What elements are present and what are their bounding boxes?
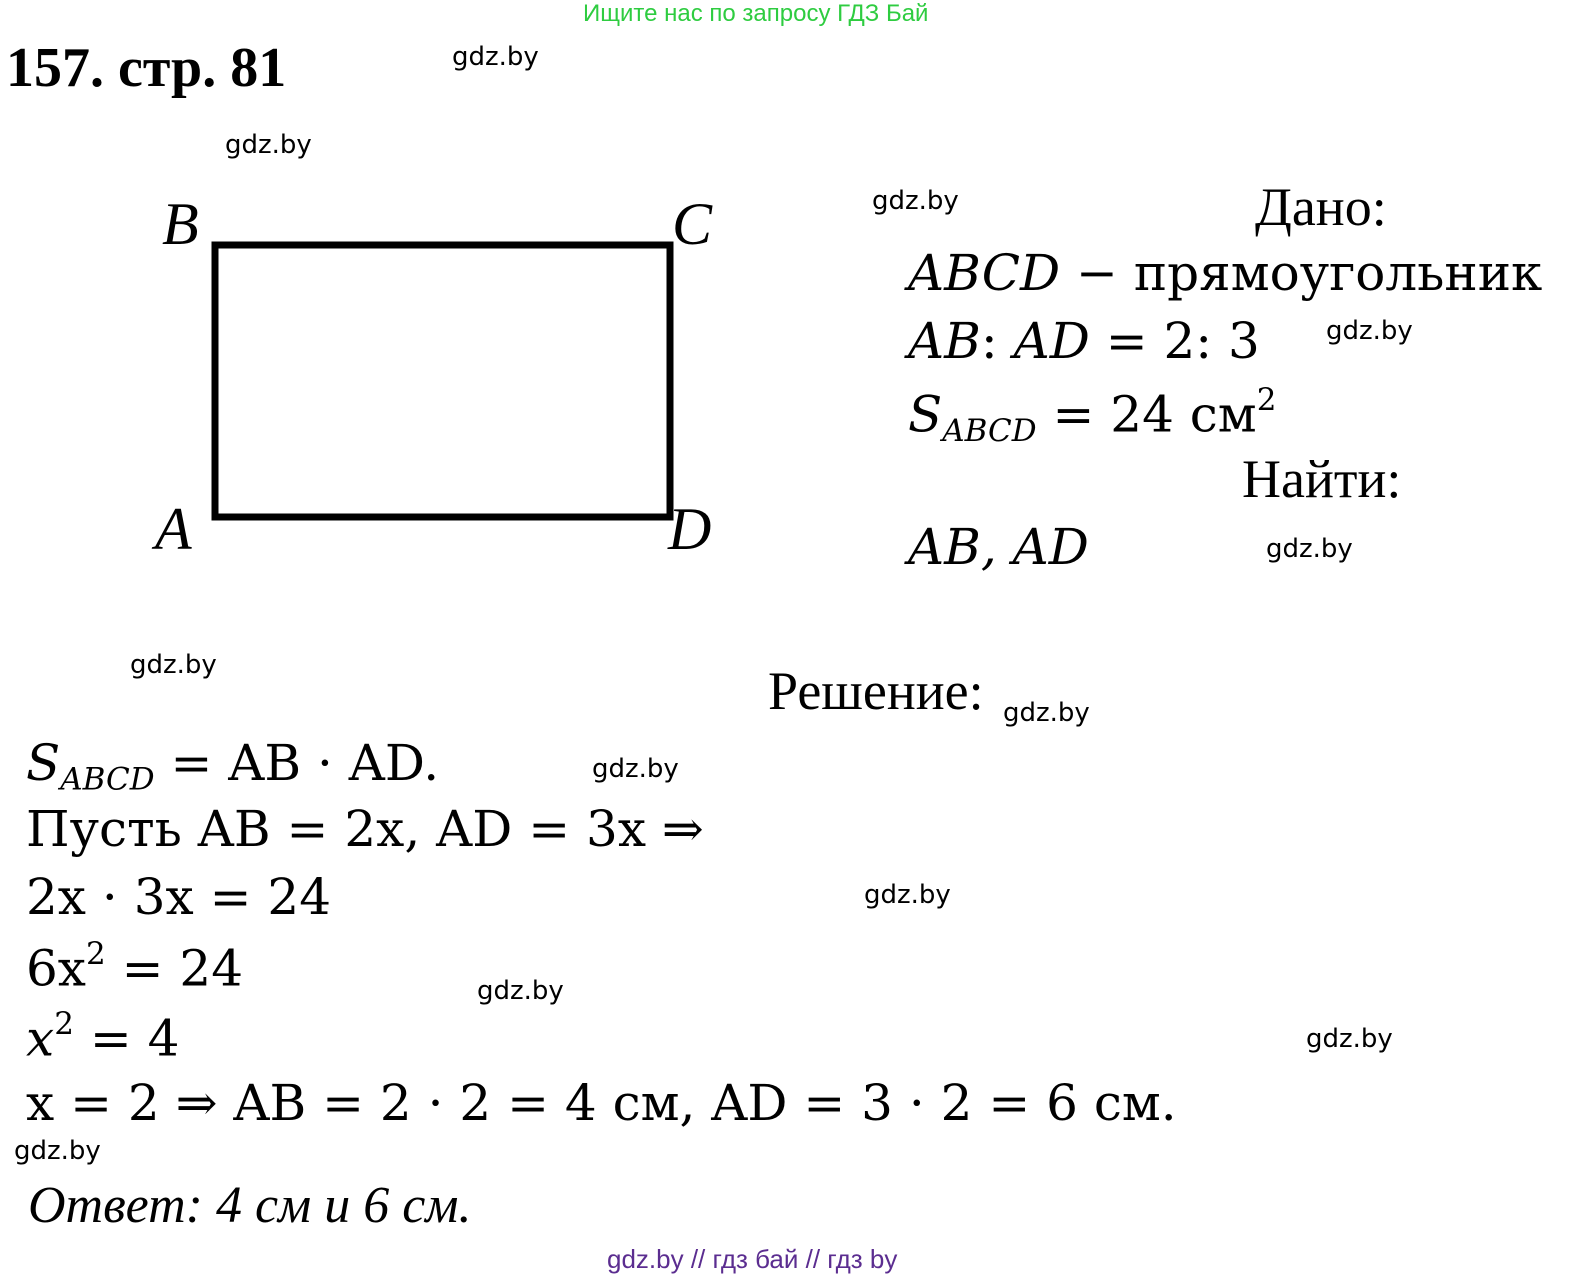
watermark: gdz.by [864, 880, 951, 910]
watermark: gdz.by [130, 650, 217, 680]
solution-heading: Решение: [768, 661, 984, 721]
find-heading: Найти: [1242, 449, 1402, 509]
top-banner: Ищите нас по запросу ГДЗ Бай [583, 0, 929, 27]
solution-line-4: $6x^2 = 24$ [26, 936, 244, 998]
vertex-label-d: D [668, 496, 712, 562]
given-heading: Дано: [1255, 177, 1387, 237]
vertex-label-b: B [162, 191, 199, 257]
watermark: gdz.by [1326, 316, 1413, 346]
vertex-label-a: A [155, 496, 192, 562]
find-value: AB, AD [908, 518, 1089, 576]
given-ratio: AB: AD = 2: 3 [908, 312, 1260, 370]
rectangle-figure [0, 0, 760, 600]
watermark: gdz.by [1266, 534, 1353, 564]
vertex-label-c: C [672, 191, 713, 257]
watermark: gdz.by [14, 1136, 101, 1166]
watermark: gdz.by [225, 130, 312, 160]
footer-links[interactable]: gdz.by // гдз бай // гдз by [607, 1244, 898, 1274]
solution-line-1: $S_{ABCD}$ = AB · AD. [26, 734, 440, 798]
answer: Ответ: 4 см и 6 см. [28, 1177, 472, 1234]
solution-line-6: x = 2 ⇒ AB = 2 · 2 = 4 см, AD = 3 · 2 = 6 см. [26, 1074, 1177, 1132]
watermark: gdz.by [1306, 1024, 1393, 1054]
watermark: gdz.by [872, 186, 959, 216]
watermark: gdz.by [452, 42, 539, 72]
watermark: gdz.by [477, 976, 564, 1006]
solution-line-5: $x^2 = 4$ [26, 1006, 180, 1068]
rectangle-abcd [215, 245, 670, 517]
watermark: gdz.by [592, 754, 679, 784]
watermark: gdz.by [1003, 698, 1090, 728]
solution-line-2: Пусть AB = 2x, AD = 3x ⇒ [26, 800, 704, 858]
solution-line-3: 2x · 3x = 24 [26, 868, 332, 926]
problem-title: 157. стр. 81 [6, 37, 287, 99]
given-rectangle: ABCD − прямоугольник [908, 244, 1543, 302]
given-area: $S_{ABCD} = 24$ $см^2$ [908, 382, 1277, 449]
